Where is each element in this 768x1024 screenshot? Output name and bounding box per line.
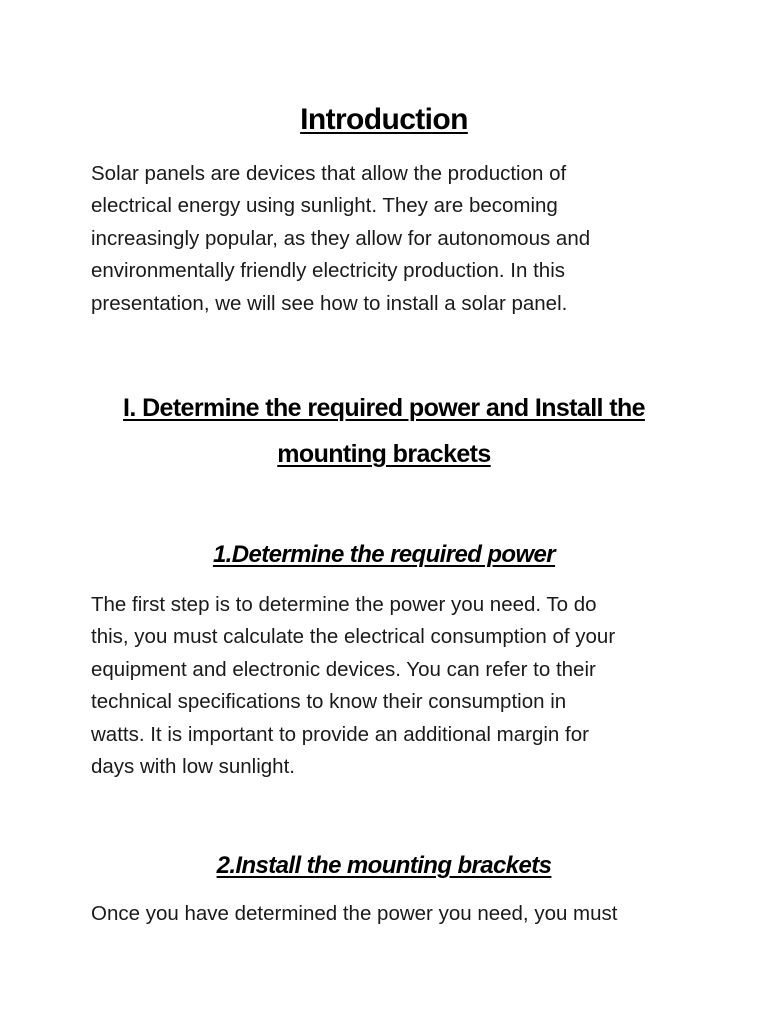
- step-2-heading: 2.Install the mounting brackets: [216, 852, 552, 879]
- paragraph-line: The first step is to determine the power you need. To do: [91, 593, 597, 616]
- introduction-heading: Introduction: [300, 103, 468, 136]
- section-heading-line: I. Determine the required power and Install the: [123, 394, 645, 422]
- section-heading-line: mounting brackets: [277, 440, 491, 468]
- paragraph-line: electrical energy using sunlight. They are becoming: [91, 194, 558, 218]
- paragraph-line: increasingly popular, as they allow for autonomous and: [91, 226, 591, 250]
- section-1-heading: [80, 385, 688, 477]
- paragraph-line: days with low sunlight.: [91, 755, 295, 779]
- paragraph-line: environmentally friendly electricity production. In this: [91, 259, 565, 283]
- step-1-heading: 1.Determine the required power: [212, 541, 556, 568]
- paragraph-line: this, you must calculate the electrical consumption of your: [91, 625, 616, 649]
- step-2-paragraph: [91, 898, 691, 930]
- introduction-paragraph: [91, 158, 691, 320]
- step-1-paragraph: [91, 589, 691, 783]
- paragraph-line: watts. It is important to provide an additional margin for: [91, 722, 589, 746]
- paragraph-line: presentation, we will see how to install a solar panel.: [91, 291, 568, 315]
- paragraph-line: equipment and electronic devices. You can refer to their: [91, 657, 596, 681]
- paragraph-line: technical specifications to know their consumption in: [91, 690, 567, 714]
- paragraph-line: Solar panels are devices that allow the production of: [91, 162, 567, 185]
- paragraph-line: Once you have determined the power you need, you must: [91, 902, 618, 925]
